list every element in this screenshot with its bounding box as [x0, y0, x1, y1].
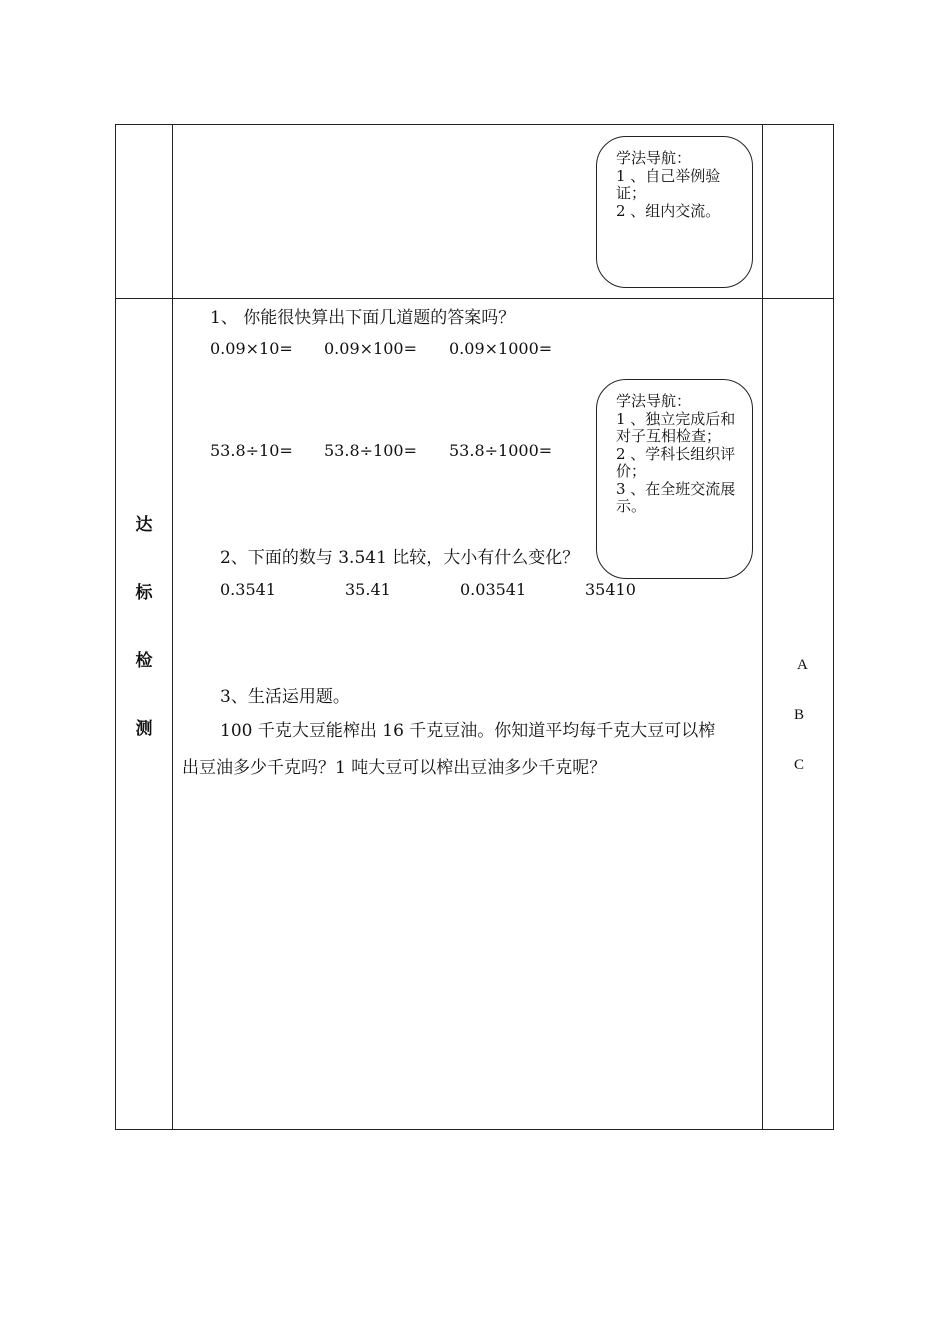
question-3-text-line: 出豆油多少千克吗？1 吨大豆可以榨出豆油多少千克呢？: [182, 758, 607, 778]
column-divider-left: [172, 125, 173, 1129]
q2-number: 35.41: [345, 580, 391, 599]
question-3-prompt: 3、生活运用题。: [220, 687, 350, 707]
study-guide-item: 3 、在全班交流展示。: [616, 479, 736, 515]
section-label-char: 标: [135, 583, 153, 603]
study-guide-item: 1 、自己举例验证；: [616, 166, 721, 202]
q1-expression: 53.8÷10=: [210, 441, 293, 460]
row-divider: [116, 298, 833, 299]
q2-number: 0.03541: [460, 580, 527, 599]
lesson-table: [115, 124, 834, 1130]
q2-number: 0.3541: [220, 580, 276, 599]
q1-expression: 0.09×1000=: [449, 339, 553, 358]
study-guide-box-section: [596, 379, 753, 579]
column-divider-right: [762, 125, 763, 1129]
question-1-prompt: 1、 你能很快算出下面几道题的答案吗？: [210, 308, 516, 328]
q2-number: 35410: [585, 580, 636, 599]
grade-option: B: [794, 707, 805, 723]
section-label-char: 达: [135, 515, 153, 535]
q1-expression: 0.09×10=: [210, 339, 293, 358]
study-guide-title: 学法导航：: [616, 392, 692, 410]
question-3-text-line: 100 千克大豆能榨出 16 千克豆油。你知道平均每千克大豆可以榨: [220, 721, 716, 741]
question-2-prompt: 2、下面的数与 3.541 比较，大小有什么变化？: [220, 548, 580, 568]
q1-expression: 0.09×100=: [324, 339, 417, 358]
grade-option: A: [797, 657, 808, 673]
section-label-char: 检: [135, 651, 153, 671]
study-guide-title: 学法导航：: [616, 149, 692, 167]
study-guide-item: 1 、独立完成后和对子互相检查；: [616, 409, 736, 445]
study-guide-item: 2 、学科长组织评价；: [616, 444, 736, 480]
study-guide-box-top: [596, 136, 753, 288]
section-label-char: 测: [135, 719, 153, 739]
q1-expression: 53.8÷100=: [324, 441, 417, 460]
grade-option: C: [794, 757, 805, 773]
study-guide-item: 2 、组内交流。: [616, 201, 721, 220]
q1-expression: 53.8÷1000=: [449, 441, 553, 460]
